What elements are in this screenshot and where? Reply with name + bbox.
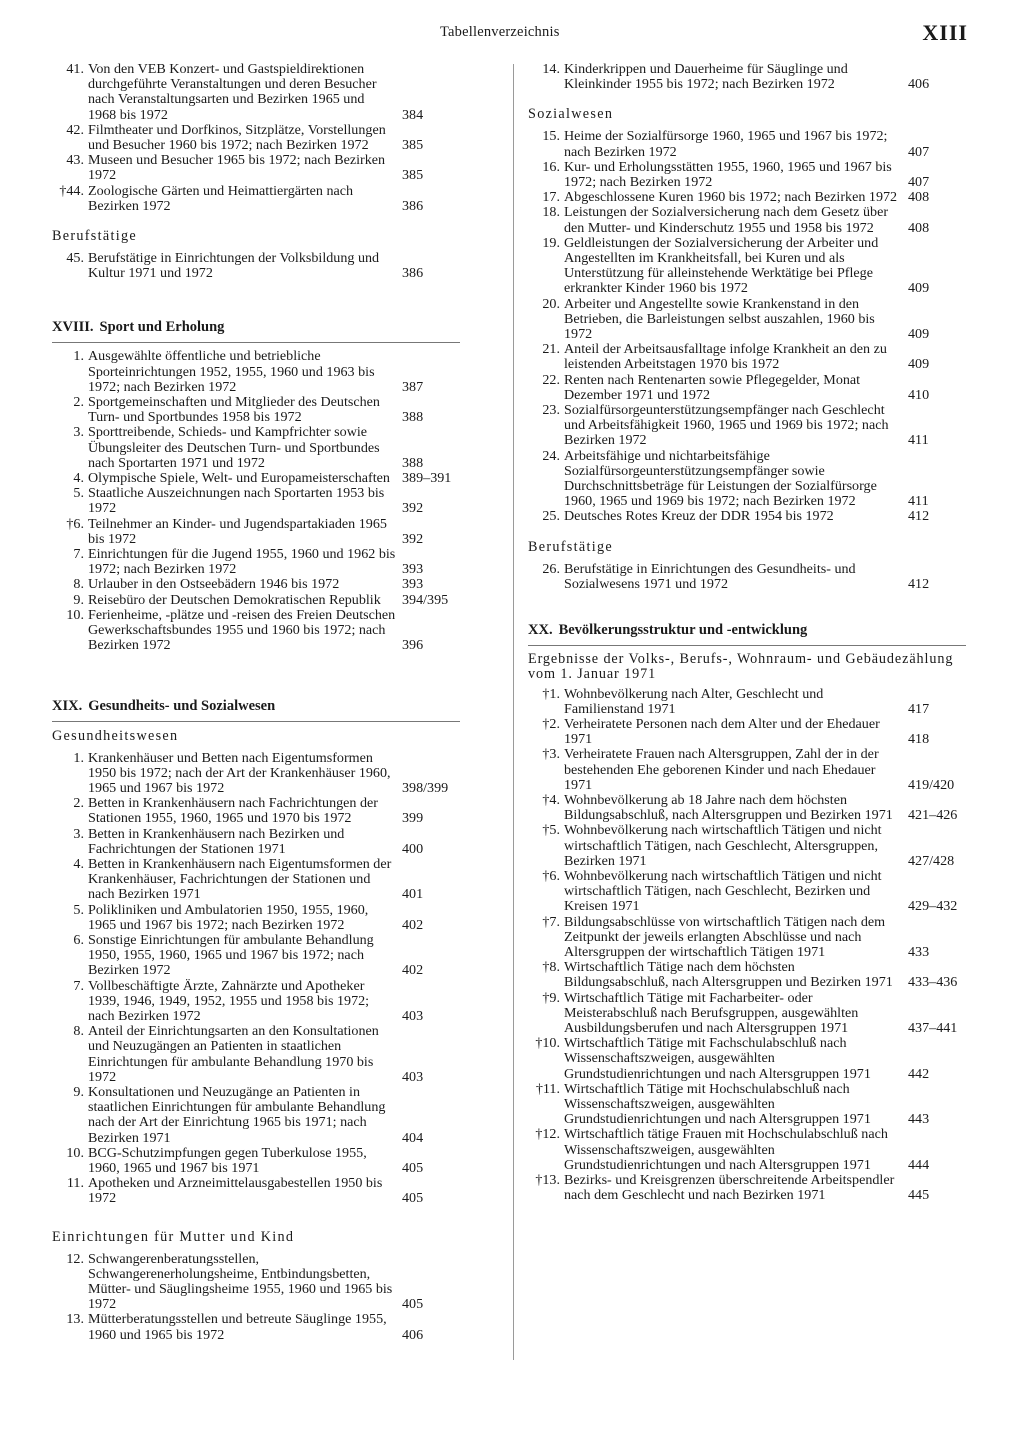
entry-page: 405 xyxy=(402,1190,424,1207)
entry-page: 433 xyxy=(908,943,930,960)
toc-entry xyxy=(528,205,966,235)
entry-number: †9. xyxy=(542,989,560,1006)
entry-page: 437–441 xyxy=(908,1019,958,1036)
entry-page: 392 xyxy=(402,500,424,517)
entry-page: 418 xyxy=(908,731,930,748)
entry-number: 41. xyxy=(66,61,84,77)
entry-title: Berufstätige in Einrichtungen der Volksbildung und Kultur 1971 und 1972 xyxy=(88,250,380,282)
subsection-heading: Berufstätige xyxy=(528,538,613,555)
toc-entry xyxy=(52,153,460,183)
entry-number: †3. xyxy=(542,746,560,763)
entry-title: Staatliche Auszeichnungen nach Sportarten 1953 bis 1972 xyxy=(88,485,385,517)
entry-page: 398/399 xyxy=(402,779,449,796)
toc-entry xyxy=(52,349,460,395)
section-roman: XVIII. xyxy=(52,319,94,336)
entry-title: Wirtschaftlich tätige Frauen mit Hochschulabschluß nach Wissenschaftszweigen, ausgewählten Grundstudienrichtungen und nach Altersgruppen 1971 xyxy=(564,1126,888,1173)
entry-title: Heime der Sozialfürsorge 1960, 1965 und 1967 bis 1972; nach Bezirken 1972 xyxy=(564,128,888,160)
entry-page: 412 xyxy=(908,575,930,592)
entry-title: Renten nach Rentenarten sowie Pflegegelder, Monat Dezember 1971 und 1972 xyxy=(564,371,861,403)
entry-list xyxy=(52,62,460,214)
entry-number: 1. xyxy=(73,348,84,365)
section-rule xyxy=(52,342,460,343)
entry-title: Schwangerenberatungsstellen, Schwangerenerholungsheime, Entbindungsbetten, Mütter- und Säuglingsheime 1955, 1960 und 1965 bis 1972 xyxy=(88,1250,393,1313)
entry-title: Leistungen der Sozialversicherung nach dem Gesetz über den Mutter- und Kinderschutz 1955 und 1958 bis 1972 xyxy=(564,204,889,236)
entry-page: 443 xyxy=(908,1111,930,1128)
entry-number: 11. xyxy=(66,1175,84,1192)
entry-page: 421–426 xyxy=(908,807,958,824)
section-name: Sport und Erholung xyxy=(99,319,225,336)
entry-page: 419/420 xyxy=(908,776,955,793)
toc-entry xyxy=(52,395,460,425)
entry-page: 405 xyxy=(402,1159,424,1176)
entry-page: 412 xyxy=(908,508,930,525)
section-title xyxy=(528,622,966,639)
entry-title: Krankenhäuser und Betten nach Eigentumsformen 1950 bis 1972; nach der Art der Krankenhäuser 1960, 1965 und 1967 bis 1972 xyxy=(88,749,391,796)
entry-page: 385 xyxy=(402,137,424,154)
subsection-heading: Berufstätige xyxy=(52,228,137,245)
entry-title: Zoologische Gärten und Heimattiergärten nach Bezirken 1972 xyxy=(88,182,354,214)
entry-list xyxy=(528,687,966,1204)
entry-number: 10. xyxy=(66,1144,84,1161)
entry-list xyxy=(52,251,460,281)
entry-title: Berufstätige in Einrichtungen des Gesundheits- und Sozialwesens 1971 und 1972 xyxy=(564,560,856,592)
entry-title: Von den VEB Konzert- und Gastspieldirektionen durchgeführte Veranstaltungen und deren Besucher nach Veranstaltungsarten und Bezirken 1965 und 1968 bis 1972 xyxy=(88,61,377,123)
entry-page: 407 xyxy=(908,174,930,191)
section-title xyxy=(52,698,460,715)
toc-entry xyxy=(52,979,460,1025)
entry-page: 401 xyxy=(402,886,424,903)
entry-page: 396 xyxy=(402,637,424,654)
entry-title: BCG-Schutzimpfungen gegen Tuberkulose 1955, 1960, 1965 und 1967 bis 1971 xyxy=(88,1144,367,1176)
entry-title: Kur- und Erholungsstätten 1955, 1960, 1965 und 1967 bis 1972; nach Bezirken 1972 xyxy=(564,158,892,191)
entry-number: †12. xyxy=(535,1126,560,1143)
entry-number: 13. xyxy=(66,1311,84,1328)
section-name: Bevölkerungsstruktur und -entwicklung xyxy=(558,622,808,639)
entry-number: 9. xyxy=(73,1083,84,1100)
entry-title: Polikliniken und Ambulatorien 1950, 1955, 1960, 1965 und 1967 bis 1972; nach Bezirken 1972 xyxy=(88,901,369,933)
entry-page: 411 xyxy=(908,432,929,449)
entry-number: †4. xyxy=(542,791,560,808)
column-divider xyxy=(513,64,514,1360)
toc-entry xyxy=(528,373,966,403)
census-intro: Ergebnisse der Volks-, Berufs-, Wohnraum- und Gebäudezählung vom 1. Januar 1971 xyxy=(528,651,954,683)
entry-title: Geldleistungen der Sozialversicherung der Arbeiter und Angestellten im Krankheitsfall, bei Kuren und als Unterstützung für alleinstehende Werktätige bei Pflege erkrankter Kinder 1960 bis 1972 xyxy=(564,234,879,297)
entry-title: Anteil der Arbeitsausfalltage infolge Krankheit an den zu leistenden Arbeitstagen 1970 bis 1972 xyxy=(564,341,887,373)
entry-number: 24. xyxy=(542,447,560,464)
entry-page: 386 xyxy=(402,197,424,214)
toc-entry xyxy=(52,827,460,857)
entry-title: Museen und Besucher 1965 bis 1972; nach Bezirken 1972 xyxy=(88,152,386,184)
toc-entry xyxy=(528,1082,966,1128)
toc-entry xyxy=(52,751,460,797)
toc-entry xyxy=(52,933,460,979)
subsection-heading: Sozialwesen xyxy=(528,106,614,123)
entry-title: Einrichtungen für die Jugend 1955, 1960 und 1962 bis 1972; nach Bezirken 1972 xyxy=(88,546,396,578)
entry-number: †6. xyxy=(66,515,84,532)
entry-title: Betten in Krankenhäusern nach Bezirken und Fachrichtungen der Stationen 1971 xyxy=(88,825,345,857)
entry-number: 22. xyxy=(542,371,560,388)
entry-title: Wirtschaftlich Tätige mit Facharbeiter- oder Meisterabschluß nach Berufsgruppen, ausgewählten Ausbildungsberufen und nach Altersgruppen 1971 xyxy=(564,989,859,1036)
toc-entry xyxy=(528,449,966,510)
running-head xyxy=(0,22,1024,46)
toc-entry xyxy=(52,1176,460,1206)
entry-number: †44. xyxy=(59,182,84,199)
entry-page: 406 xyxy=(402,1326,424,1343)
entry-page: 388 xyxy=(402,454,424,471)
entry-number: 23. xyxy=(542,402,560,419)
entry-number: †6. xyxy=(542,867,560,884)
entry-page: 408 xyxy=(908,189,930,206)
entry-title: Sonstige Einrichtungen für ambulante Behandlung 1950, 1955, 1960, 1965 und 1967 bis 1972; nach Bezirken 1972 xyxy=(88,931,374,979)
entry-number: 43. xyxy=(66,152,84,169)
entry-title: Kinderkrippen und Dauerheime für Säuglinge und Kleinkinder 1955 bis 1972; nach Bezirken 1972 xyxy=(564,61,848,93)
toc-entry xyxy=(52,123,460,153)
toc-entry xyxy=(52,471,460,486)
entry-title: Betten in Krankenhäusern nach Fachrichtungen der Stationen 1955, 1960, 1965 und 1970 bis 1972 xyxy=(88,795,378,827)
entry-list xyxy=(52,349,460,653)
entry-title: Wirtschaftlich Tätige mit Fachschulabschluß nach Wissenschaftszweigen, ausgewählten Grundstudienrichtungen und nach Altersgruppen 1971 xyxy=(564,1035,871,1082)
entry-title: Urlauber in den Ostseebädern 1946 bis 1972 xyxy=(88,576,340,593)
toc-entry xyxy=(52,62,460,123)
toc-entry xyxy=(528,403,966,449)
section-title xyxy=(52,319,460,336)
toc-entry xyxy=(52,857,460,903)
toc-entry xyxy=(528,509,966,524)
section-rule xyxy=(528,645,966,646)
entry-title: Wohnbevölkerung nach wirtschaftlich Tätigen und nicht wirtschaftlich Tätigen, nach Geschlecht, Altersgruppen, Bezirken 1971 xyxy=(564,822,882,869)
entry-page: 445 xyxy=(908,1187,930,1204)
entry-page: 387 xyxy=(402,378,424,395)
entry-title: Sportgemeinschaften und Mitglieder des Deutschen Turn- und Sportbundes 1958 bis 1972 xyxy=(88,394,380,426)
entry-title: Olympische Spiele, Welt- und Europameisterschaften xyxy=(88,470,390,487)
entry-number: 3. xyxy=(73,424,84,441)
entry-title: Wirtschaftlich Tätige nach dem höchsten Bildungsabschluß, nach Altersgruppen und Bezirken 1971 xyxy=(564,959,893,991)
toc-entry xyxy=(52,796,460,826)
toc-entry xyxy=(52,251,460,281)
entry-number: 26. xyxy=(542,560,560,577)
entry-title: Ferienheime, -plätze und -reisen des Freien Deutschen Gewerkschaftsbundes 1955 und 1960 bis 1972; nach Bezirken 1972 xyxy=(88,606,396,654)
entry-page: 409 xyxy=(908,280,930,297)
entry-number: 16. xyxy=(542,158,560,175)
entry-page: 392 xyxy=(402,530,424,547)
toc-entry xyxy=(528,960,966,990)
entry-title: Anteil der Einrichtungsarten an den Konsultationen und Neuzugängen an Patienten in staatlichen Einrichtungen für ambulante Behandlung 1970 bis 1972 xyxy=(88,1023,379,1085)
entry-number: 9. xyxy=(73,591,84,608)
entry-page: 408 xyxy=(908,219,930,236)
entry-number: 5. xyxy=(73,901,84,918)
entry-number: 5. xyxy=(73,485,84,502)
entry-page: 417 xyxy=(908,700,930,717)
toc-entry xyxy=(52,1146,460,1176)
entry-number: †13. xyxy=(535,1172,560,1188)
toc-entry xyxy=(528,236,966,297)
entry-page: 427/428 xyxy=(908,852,955,869)
entry-page: 407 xyxy=(908,143,930,160)
entry-number: 18. xyxy=(542,204,560,221)
toc-entry xyxy=(52,547,460,577)
toc-entry xyxy=(528,869,966,915)
entry-page: 404 xyxy=(402,1129,424,1146)
entry-page: 386 xyxy=(402,265,424,282)
entry-number: 6. xyxy=(73,931,84,948)
entry-page: 442 xyxy=(908,1065,930,1082)
entry-number: †11. xyxy=(535,1080,560,1097)
entry-page: 403 xyxy=(402,1007,424,1024)
toc-entry xyxy=(52,593,460,608)
entry-number: 7. xyxy=(73,546,84,563)
right-column xyxy=(528,62,966,1203)
entry-number: 25. xyxy=(542,508,560,525)
toc-entry xyxy=(52,425,460,471)
entry-title: Arbeitsfähige und nichtarbeitsfähige Sozialfürsorgeunterstützungsempfänger sowie Durchschnittsbeträge für Leistungen der Sozialfürsorge 1960, 1965 und 1969 bis 1972; nach Bezirken 1972 xyxy=(564,447,877,510)
entry-number: 10. xyxy=(66,606,84,623)
entry-page: 409 xyxy=(908,326,930,343)
entry-title: Verheiratete Personen nach dem Alter und der Ehedauer 1971 xyxy=(564,715,880,748)
entry-title: Vollbeschäftigte Ärzte, Zahnärzte und Apotheker 1939, 1946, 1949, 1952, 1955 und 1958 bis 1972; nach Bezirken 1972 xyxy=(88,977,370,1024)
entry-title: Wirtschaftlich Tätige mit Hochschulabschluß nach Wissenschaftszweigen, ausgewählten Grundstudienrichtungen und nach Altersgruppen 1971 xyxy=(564,1080,871,1128)
entry-title: Teilnehmer an Kinder- und Jugendspartakiaden 1965 bis 1972 xyxy=(88,515,387,547)
section-rule xyxy=(52,721,460,722)
entry-title: Verheiratete Frauen nach Altersgruppen, Zahl der in der bestehenden Ehe geborenen Kinder und nach Ehedauer 1971 xyxy=(564,746,879,793)
entry-page: 388 xyxy=(402,409,424,426)
entry-page: 393 xyxy=(402,576,424,593)
toc-entry xyxy=(52,1312,460,1342)
toc-entry xyxy=(528,1127,966,1173)
section-roman: XIX. xyxy=(52,697,83,714)
entry-list xyxy=(528,129,966,524)
entry-number: 45. xyxy=(66,250,84,267)
entry-number: 8. xyxy=(73,576,84,593)
entry-title: Wohnbevölkerung nach wirtschaftlich Tätigen und nicht wirtschaftlich Tätigen, nach Geschlecht, Bezirken und Kreisen 1971 xyxy=(564,867,882,915)
entry-page: 402 xyxy=(402,916,424,933)
entry-title: Arbeiter und Angestellte sowie Krankenstand in den Betrieben, die Barleistungen selbst auszahlen, 1960 bis 1972 xyxy=(564,295,875,343)
entry-number: 3. xyxy=(73,825,84,842)
entry-page: 389–391 xyxy=(402,470,452,487)
toc-entry xyxy=(528,793,966,823)
entry-page: 444 xyxy=(908,1156,930,1173)
left-column xyxy=(52,62,460,1343)
entry-page: 410 xyxy=(908,386,930,403)
entry-title: Bezirks- und Kreisgrenzen überschreitende Arbeitspendler nach dem Geschlecht und nach Bezirken 1971 xyxy=(564,1172,895,1204)
entry-page: 385 xyxy=(402,167,424,184)
toc-entry xyxy=(52,577,460,592)
entry-list xyxy=(528,562,966,592)
entry-title: Betten in Krankenhäusern nach Eigentumsformen der Krankenhäuser, Fachrichtungen der Stationen und nach Bezirken 1971 xyxy=(88,855,392,903)
entry-number: 1. xyxy=(73,749,84,766)
running-title: Tabellenverzeichnis xyxy=(440,24,560,40)
toc-entry xyxy=(528,991,966,1037)
toc-entry xyxy=(52,608,460,654)
entry-number: †2. xyxy=(542,715,560,732)
toc-entry xyxy=(528,190,966,205)
entry-page: 405 xyxy=(402,1296,424,1313)
entry-page: 402 xyxy=(402,962,424,979)
entry-page: 400 xyxy=(402,840,424,857)
toc-entry xyxy=(52,903,460,933)
page-number: XIII xyxy=(922,20,968,45)
entry-title: Konsultationen und Neuzugänge an Patienten in staatlichen Einrichtungen für ambulante Behandlung nach der Art der Einrichtung 1965 bis 1971; nach Bezirken 1971 xyxy=(88,1083,386,1146)
entry-number: †5. xyxy=(542,822,560,839)
entry-page: 403 xyxy=(402,1068,424,1085)
entry-number: 8. xyxy=(73,1023,84,1040)
toc-entry xyxy=(528,717,966,747)
entry-number: †8. xyxy=(542,959,560,976)
entry-number: 4. xyxy=(73,470,84,487)
entry-page: 409 xyxy=(908,356,930,373)
subsection-heading: Gesundheitswesen xyxy=(52,727,179,744)
toc-entry xyxy=(52,1085,460,1146)
entry-page: 393 xyxy=(402,561,424,578)
entry-page: 399 xyxy=(402,810,424,827)
toc-entry xyxy=(528,747,966,793)
entry-number: 42. xyxy=(66,121,84,138)
entry-number: 2. xyxy=(73,795,84,812)
toc-entry xyxy=(52,1252,460,1313)
entry-title: Filmtheater und Dorfkinos, Sitzplätze, Vorstellungen und Besucher 1960 bis 1972; nach Bezirken 1972 xyxy=(88,121,386,154)
toc-entry xyxy=(528,1173,966,1203)
entry-title: Bildungsabschlüsse von wirtschaftlich Tätigen nach dem Zeitpunkt der jeweils erlangten Abschlüsse und nach Altersgruppen der wirtschaftlich Tätigen 1971 xyxy=(564,913,886,960)
entry-title: Mütterberatungsstellen und betreute Säuglinge 1955, 1960 und 1965 bis 1972 xyxy=(88,1311,387,1343)
toc-entry xyxy=(528,915,966,961)
toc-entry xyxy=(528,342,966,372)
entry-title: Deutsches Rotes Kreuz der DDR 1954 bis 1972 xyxy=(564,508,834,525)
entry-page: 406 xyxy=(908,76,930,93)
toc-entry xyxy=(528,297,966,343)
entry-title: Wohnbevölkerung ab 18 Jahre nach dem höchsten Bildungsabschluß, nach Altersgruppen und Bezirken 1971 xyxy=(564,791,893,824)
entry-list xyxy=(52,1252,460,1343)
entry-number: 12. xyxy=(66,1250,84,1267)
entry-title: Sozialfürsorgeunterstützungsempfänger nach Geschlecht und Arbeitsfähigkeit 1960, 1965 und 1969 bis 1972; nach Bezirken 1972 xyxy=(564,402,889,449)
section-roman: XX. xyxy=(528,622,553,639)
entry-number: 15. xyxy=(542,128,560,145)
entry-number: †10. xyxy=(535,1035,560,1052)
toc-entry xyxy=(528,687,966,717)
entry-number: 4. xyxy=(73,855,84,872)
entry-title: Abgeschlossene Kuren 1960 bis 1972; nach Bezirken 1972 xyxy=(564,189,898,206)
toc-entry xyxy=(52,1024,460,1085)
toc-entry xyxy=(528,562,966,592)
entry-page: 394/395 xyxy=(402,591,449,608)
toc-entry xyxy=(528,160,966,190)
subsection-heading: Einrichtungen für Mutter und Kind xyxy=(52,1228,295,1245)
entry-number: 20. xyxy=(542,295,560,312)
entry-title: Wohnbevölkerung nach Alter, Geschlecht und Familienstand 1971 xyxy=(564,685,824,717)
entry-list xyxy=(52,751,460,1207)
toc-entry xyxy=(528,62,966,92)
entry-number: 7. xyxy=(73,977,84,994)
entry-title: Reisebüro der Deutschen Demokratischen Republik xyxy=(88,591,381,608)
entry-number: †1. xyxy=(542,685,560,702)
toc-entry xyxy=(528,1036,966,1082)
entry-number: 19. xyxy=(542,234,560,251)
entry-title: Apotheken und Arzneimittelausgabestellen 1950 bis 1972 xyxy=(88,1175,383,1207)
toc-entry xyxy=(528,129,966,159)
section-name: Gesundheits- und Sozialwesen xyxy=(88,697,276,714)
entry-number: 14. xyxy=(542,61,560,77)
entry-number: 2. xyxy=(73,394,84,411)
entry-number: 21. xyxy=(542,341,560,358)
entry-page: 411 xyxy=(908,493,929,510)
entry-number: †7. xyxy=(542,913,560,930)
entry-title: Sporttreibende, Schieds- und Kampfrichter sowie Übungsleiter des Deutschen Turn- und Sportbundes nach Sportarten 1971 und 1972 xyxy=(88,424,380,471)
toc-entry xyxy=(52,486,460,516)
toc-entry xyxy=(528,823,966,869)
entry-page: 384 xyxy=(402,106,424,123)
entry-number: 17. xyxy=(542,189,560,206)
toc-entry xyxy=(52,184,460,214)
entry-page: 433–436 xyxy=(908,974,958,991)
entry-title: Ausgewählte öffentliche und betriebliche Sporteinrichtungen 1952, 1955, 1960 und 1963 bis 1972; nach Bezirken 1972 xyxy=(88,348,375,395)
entry-list xyxy=(528,62,966,92)
entry-page: 429–432 xyxy=(908,898,958,915)
toc-entry xyxy=(52,517,460,547)
